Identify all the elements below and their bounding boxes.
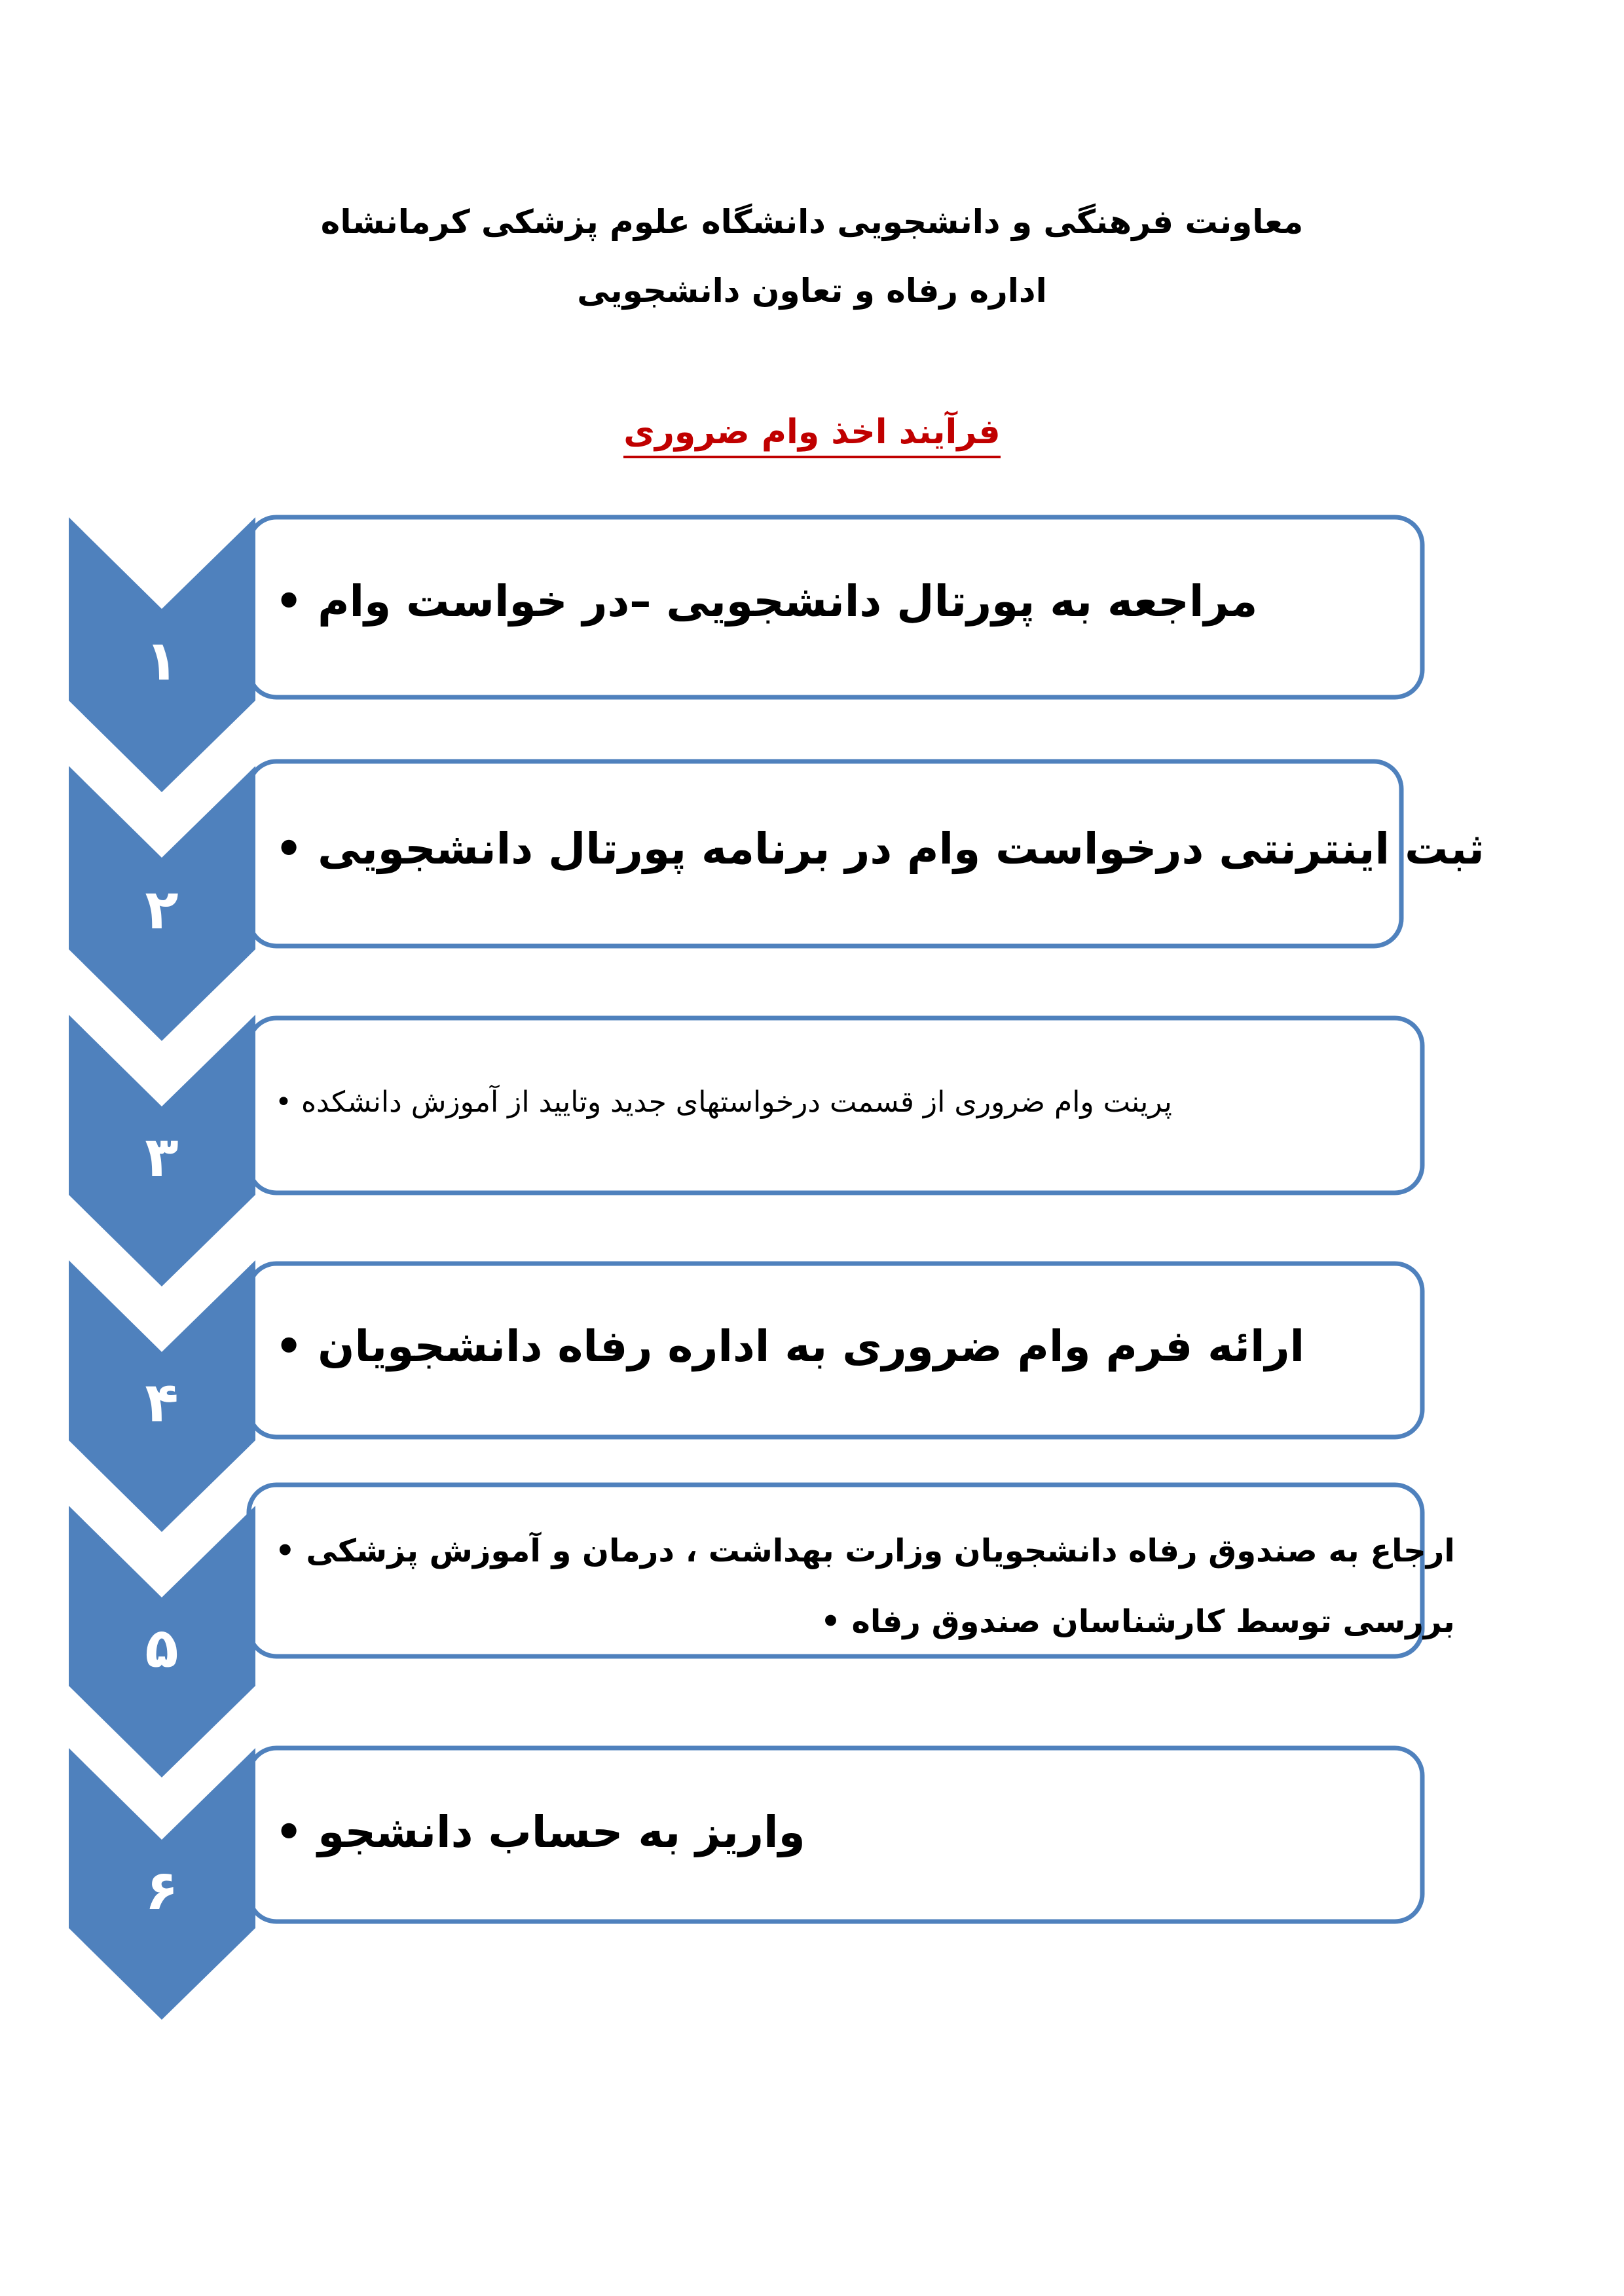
step-number-4: ۴ bbox=[145, 1370, 179, 1434]
step-text-3 bbox=[275, 1085, 1172, 1119]
process-title-text: فرآیند اخذ وام ضروری bbox=[623, 412, 1000, 458]
step-3-line-1: پرینت وام ضروری از قسمت درخواستهای جدید وتایید از آموزش دانشکده • bbox=[275, 1085, 1172, 1119]
step-text-5 bbox=[275, 1516, 1455, 1657]
step-number-1: ۱ bbox=[145, 629, 179, 693]
step-number-2: ۲ bbox=[145, 877, 179, 941]
step-number-5: ۵ bbox=[145, 1615, 179, 1680]
step-6-line-1: واریز به حساب دانشجو • bbox=[275, 1807, 805, 1857]
step-text-4 bbox=[275, 1321, 1304, 1372]
step-4-line-1: ارائه فرم وام ضروری به اداره رفاه دانشجویان • bbox=[275, 1321, 1304, 1372]
header-line-1: معاونت فرهنگی و دانشجویی دانشگاه علوم پزشکی کرمانشاه bbox=[320, 203, 1304, 241]
step-text-6 bbox=[275, 1807, 805, 1857]
header-line-2: اداره رفاه و تعاون دانشجویی bbox=[577, 272, 1047, 310]
step-5-line-2: بررسی توسط کارشناسان صندوق رفاه • bbox=[275, 1586, 1455, 1657]
step-5-line-1: ارجاع به صندوق رفاه دانشجویان وزارت بهداشت ، درمان و آموزش پزشکی • bbox=[275, 1516, 1455, 1586]
step-number-3: ۳ bbox=[145, 1124, 179, 1189]
step-2-line-1: ثبت اینترنتی درخواست وام در برنامه پورتال دانشجویی • bbox=[275, 824, 1485, 874]
step-number-6: ۶ bbox=[145, 1857, 179, 1922]
step-1-line-1: مراجعه به پورتال دانشجویی –در خواست وام • bbox=[275, 576, 1257, 627]
step-text-1 bbox=[275, 576, 1257, 627]
step-text-2 bbox=[275, 824, 1485, 874]
